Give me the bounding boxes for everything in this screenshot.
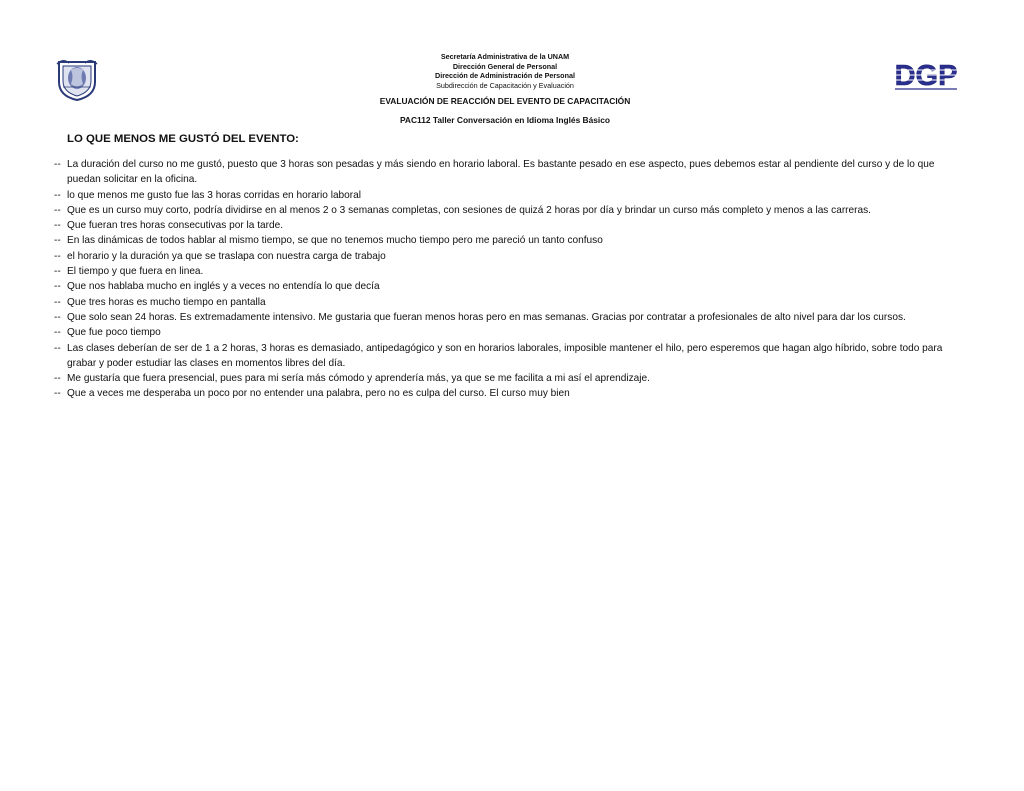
comment-text: Que tres horas es mucho tiempo en pantalla — [67, 296, 266, 308]
comment-item — [54, 279, 964, 294]
bullet-dash: -- — [54, 235, 61, 247]
comment-item — [54, 249, 964, 264]
header-line-direccion-administracion: Dirección de Administración de Personal — [435, 71, 575, 80]
comment-text: Que fueran tres horas consecutivas por la tarde. — [67, 220, 284, 232]
comment-item — [54, 218, 964, 233]
bullet-dash: -- — [54, 204, 61, 216]
comment-text: el horario y la duración ya que se traslapa con nuestra carga de trabajo — [67, 250, 386, 262]
comment-text: Que nos hablaba mucho en inglés y a veces no entendía lo que decía — [67, 281, 380, 293]
comment-text: Las clases deberían de ser de 1 a 2 horas, 3 horas es demasiado, antipedagógico y son en horarios laborales, imposible mantener el hilo, pero esperemos que hagan algo híbrido, sobre todo para grabar y poder estudiar las clases en momentos libres del día. — [67, 342, 943, 369]
section-heading: LO QUE MENOS ME GUSTÓ DEL EVENTO: — [67, 133, 299, 145]
bullet-dash: -- — [54, 159, 61, 170]
bullet-dash: -- — [54, 296, 61, 308]
bullet-dash: -- — [54, 342, 61, 354]
header-line-direccion-general: Dirección General de Personal — [452, 61, 558, 71]
bullet-dash: -- — [54, 266, 61, 278]
comment-item — [54, 325, 964, 340]
comment-item — [54, 157, 964, 188]
comment-item — [54, 295, 964, 310]
comment-item — [54, 371, 964, 386]
comment-item — [54, 386, 964, 401]
comment-text: Que solo sean 24 horas. Es extremadamente intensivo. Me gustaria que fueran menos horas pero en mas semanas. Gracias por contratar a profesionales de alto nivel para dar los cursos. — [67, 311, 906, 323]
bullet-dash: -- — [54, 388, 61, 400]
bullet-dash: -- — [54, 250, 61, 262]
comment-item — [54, 310, 964, 325]
comment-text: Me gustaría que fuera presencial, pues para mi sería más cómodo y aprendería más, ya que se me facilita a mi así el aprendizaje. — [67, 373, 650, 385]
comment-text: El tiempo y que fuera en linea. — [67, 266, 204, 278]
bullet-dash: -- — [54, 311, 61, 323]
course-title: PAC112 Taller Conversación en Idioma Inglés Básico — [399, 115, 611, 125]
header-line-subdireccion: Subdirección de Capacitación y Evaluación — [436, 80, 574, 90]
comment-text: Que es un curso muy corto, podría dividirse en al menos 2 o 3 semanas completas, con sesiones de quizá 2 horas por día y brindar un curso más completo y menos a las carreras. — [67, 204, 871, 216]
comment-text: lo que menos me gusto fue las 3 horas corridas en horario laboral — [67, 189, 362, 201]
header-line-secretaria: Secretaría Administrativa de la UNAM — [440, 52, 570, 61]
svg-text:DGP: DGP — [894, 60, 958, 92]
comment-text: Que fue poco tiempo — [67, 327, 161, 339]
bullet-dash: -- — [54, 327, 61, 339]
comment-item — [54, 264, 964, 279]
comment-item — [54, 188, 964, 203]
comment-text: La duración del curso no me gustó, puesto que 3 horas son pesadas y más siendo en horario laboral. Es bastante pesado en ese aspecto, pues debemos estar al pendiente del curso y de lo que puedan solicitar en la oficina. — [67, 159, 935, 186]
bullet-dash: -- — [54, 373, 61, 385]
comment-item — [54, 203, 964, 218]
comment-item — [54, 233, 964, 248]
bullet-dash: -- — [54, 281, 61, 293]
bullet-dash: -- — [54, 220, 61, 232]
comment-text: En las dinámicas de todos hablar al mismo tiempo, se que no tenemos mucho tiempo pero me pareció un tanto confuso — [67, 235, 603, 247]
comment-text: Que a veces me desperaba un poco por no entender una palabra, pero no es culpa del curso. El curso muy bien — [67, 388, 570, 400]
comments-list — [54, 157, 964, 402]
comment-item — [54, 341, 964, 372]
report-title: EVALUACIÓN DE REACCIÓN DEL EVENTO DE CAPACITACIÓN — [379, 96, 631, 106]
bullet-dash: -- — [54, 189, 61, 201]
